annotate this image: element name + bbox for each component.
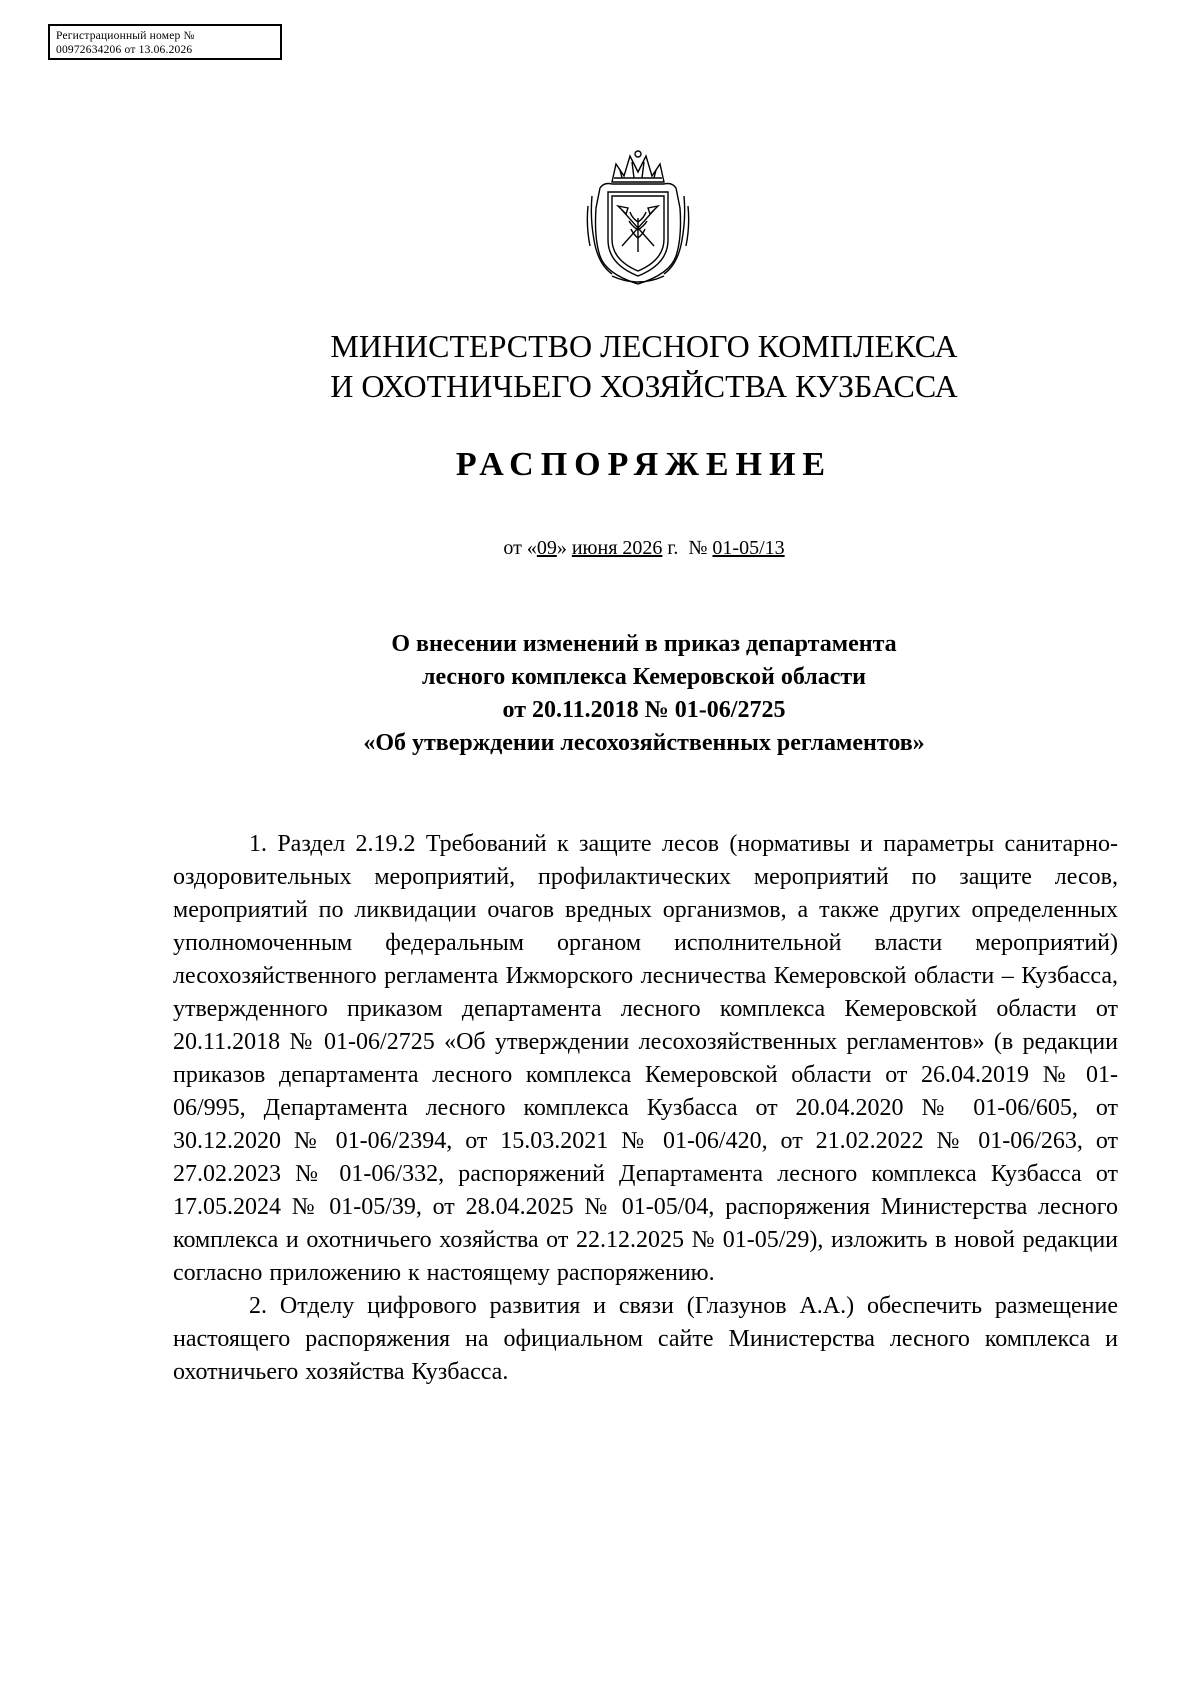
paragraph-2: 2. Отделу цифрового развития и связи (Глазунов А.А.) обеспечить размещение настоящего распоряжения на официальном сайте Министерства лесного комплекса и охотничьего хозяйства Кузбасса.: [173, 1293, 1118, 1385]
title-line-4: «Об утверждении лесохозяйственных регламентов»: [363, 730, 925, 756]
date-month-year: июня 2026: [571, 537, 663, 559]
date-suffix: г. №: [662, 537, 713, 559]
document-body: [173, 828, 1118, 1389]
document-number: 01-05/13: [712, 537, 785, 559]
document-type: РАСПОРЯЖЕНИЕ: [455, 446, 833, 483]
ministry-name: [0, 326, 1200, 406]
registration-stamp: [48, 24, 282, 60]
document-date-line: [0, 535, 1200, 561]
registration-number: 00972634206 от 13.06.2026: [56, 44, 193, 56]
registration-label: Регистрационный номер №: [56, 30, 195, 42]
date-prefix: от «: [503, 537, 537, 559]
document-title: [0, 628, 1200, 760]
title-line-2: лесного комплекса Кемеровской области: [422, 664, 866, 690]
kuzbass-coat-of-arms-icon: [582, 148, 694, 288]
paragraph-1: 1. Раздел 2.19.2 Требований к защите лесов (нормативы и параметры санитарно-оздоровительных мероприятий, профилактических мероприятий по защите лесов, мероприятий по ликвидации очагов вредных организмов, а также других определенных уполномоченным федеральным органом исполнительной власти мероприятий) лесохозяйственного регламента Ижморского лесничества Кемеровской области – Кузбасса, утвержденного приказом департамента лесного комплекса Кемеровской области от 20.11.2018 № 01-06/2725 «Об утверждении лесохозяйственных регламентов» (в редакции приказов департамента лесного комплекса Кемеровской области от 26.04.2019 № 01-06/995, Департамента лесного комплекса Кузбасса от 20.04.2020 № 01-06/605, от 30.12.2020 № 01-06/2394, от 15.03.2021 № 01-06/420, от 21.02.2022 № 01-06/263, от 27.02.2023 № 01-06/332, распоряжений Департамента лесного комплекса Кузбасса от 17.05.2024 № 01-05/39, от 28.04.2025 № 01-05/04, распоряжения Министерства лесного комплекса и охотничьего хозяйства от 22.12.2025 № 01-05/29), изложить в новой редакции согласно приложению к настоящему распоряжению.: [173, 831, 1118, 1286]
title-line-1: О внесении изменений в приказ департамента: [391, 631, 897, 657]
ministry-line-1: МИНИСТЕРСТВО ЛЕСНОГО КОМПЛЕКСА: [330, 328, 958, 364]
date-middle: »: [556, 537, 572, 559]
ministry-line-2: И ОХОТНИЧЬЕГО ХОЗЯЙСТВА КУЗБАССА: [330, 368, 958, 404]
title-line-3: от 20.11.2018 № 01-06/2725: [502, 697, 786, 723]
date-day: 09: [536, 537, 557, 559]
